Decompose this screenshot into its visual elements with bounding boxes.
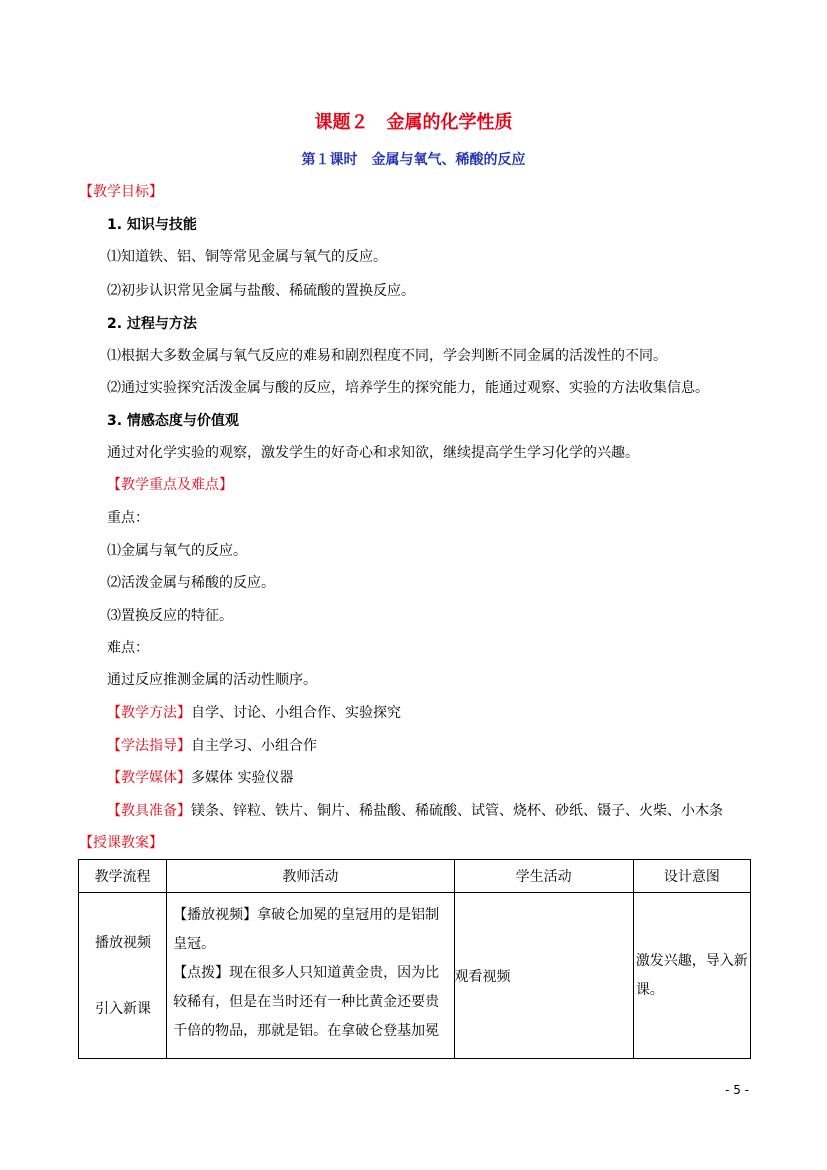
guidance-line	[107, 735, 317, 755]
key-points-heading: 【教学重点及难点】	[107, 477, 233, 493]
lesson-plan-table	[78, 859, 751, 1059]
difficulty-label: 难点：	[107, 640, 149, 656]
emotion-item-1: 通过对化学实验的观察，激发学生的好奇心和求知欲，继续提高学生学习化学的兴趣。	[107, 445, 639, 461]
table-header-row	[79, 860, 751, 893]
method-heading: 【教学方法】	[107, 705, 191, 721]
teacher-cell	[167, 893, 454, 1059]
knowledge-item-2: ⑵初步认识常见金属与盐酸、稀硫酸的置换反应。	[107, 283, 415, 299]
method-text: 自学、讨论、小组合作、实验探究	[191, 705, 401, 721]
student-cell	[454, 893, 633, 1059]
media-text: 多媒体 实验仪器	[191, 770, 294, 786]
intent-cell	[633, 893, 750, 1059]
knowledge-item-1: ⑴知道铁、铝、铜等常见金属与氧气的反应。	[107, 249, 387, 265]
header-teacher: 教师活动	[167, 860, 454, 893]
media-line	[107, 767, 293, 787]
key-item-2: ⑵活泼金属与稀酸的反应。	[107, 575, 275, 591]
header-flow: 教学流程	[79, 860, 167, 893]
method-line	[107, 702, 401, 722]
process-heading: 2. 过程与方法	[107, 316, 197, 332]
media-heading: 【教学媒体】	[107, 770, 191, 786]
tools-text: 镁条、锌粒、铁片、铜片、稀盐酸、稀硫酸、试管、烧杯、砂纸、镊子、火柴、小木条	[191, 803, 723, 819]
tools-heading: 【教具准备】	[107, 803, 191, 819]
key-item-3: ⑶置换反应的特征。	[107, 608, 233, 624]
page-title: 课题２ 金属的化学性质	[314, 112, 513, 133]
guidance-heading: 【学法指导】	[107, 738, 191, 754]
flow-cell	[79, 893, 167, 1059]
flow-step-1: 播放视频	[95, 935, 151, 951]
key-item-1: ⑴金属与氧气的反应。	[107, 543, 247, 559]
video-tag: 【播放视频】	[173, 907, 258, 923]
table-row	[79, 893, 751, 1059]
objectives-heading: 【教学目标】	[79, 184, 163, 200]
process-item-2: ⑵通过实验探究活泼金属与酸的反应，培养学生的探究能力，能通过观察、实验的方法收集信息。	[107, 380, 709, 396]
header-intent: 设计意图	[633, 860, 750, 893]
process-item-1: ⑴根据大多数金属与氧气反应的难易和剧烈程度不同，学会判断不同金属的活泼性的不同。	[107, 348, 667, 364]
hint-tag: 【点拨】	[173, 965, 230, 981]
video-text: 拿破仑加冕的皇冠用的是铝制皇冠。	[173, 907, 440, 952]
emotion-heading: 3. 情感态度与价值观	[107, 413, 239, 429]
flow-step-2: 引入新课	[95, 1001, 151, 1017]
guidance-text: 自主学习、小组合作	[191, 738, 317, 754]
knowledge-heading: 1. 知识与技能	[107, 217, 197, 233]
header-student: 学生活动	[454, 860, 633, 893]
student-activity: 观看视频	[454, 968, 511, 985]
hint-text: 现在很多人只知道黄金贵，因为比较稀有，但是在当时还有一种比黄金还要贵千倍的物品，那就是铝。在拿破仑登基加冕	[173, 965, 440, 1039]
difficulty-item-1: 通过反应推测金属的活动性顺序。	[107, 672, 317, 688]
tools-line	[107, 800, 723, 820]
plan-heading: 【授课教案】	[79, 835, 163, 851]
key-label: 重点：	[107, 510, 149, 526]
design-intent: 激发兴趣，导入新课。	[635, 952, 748, 998]
page-number: - 5 -	[725, 1083, 749, 1097]
page-subtitle: 第１课时 金属与氧气、稀酸的反应	[301, 152, 526, 168]
